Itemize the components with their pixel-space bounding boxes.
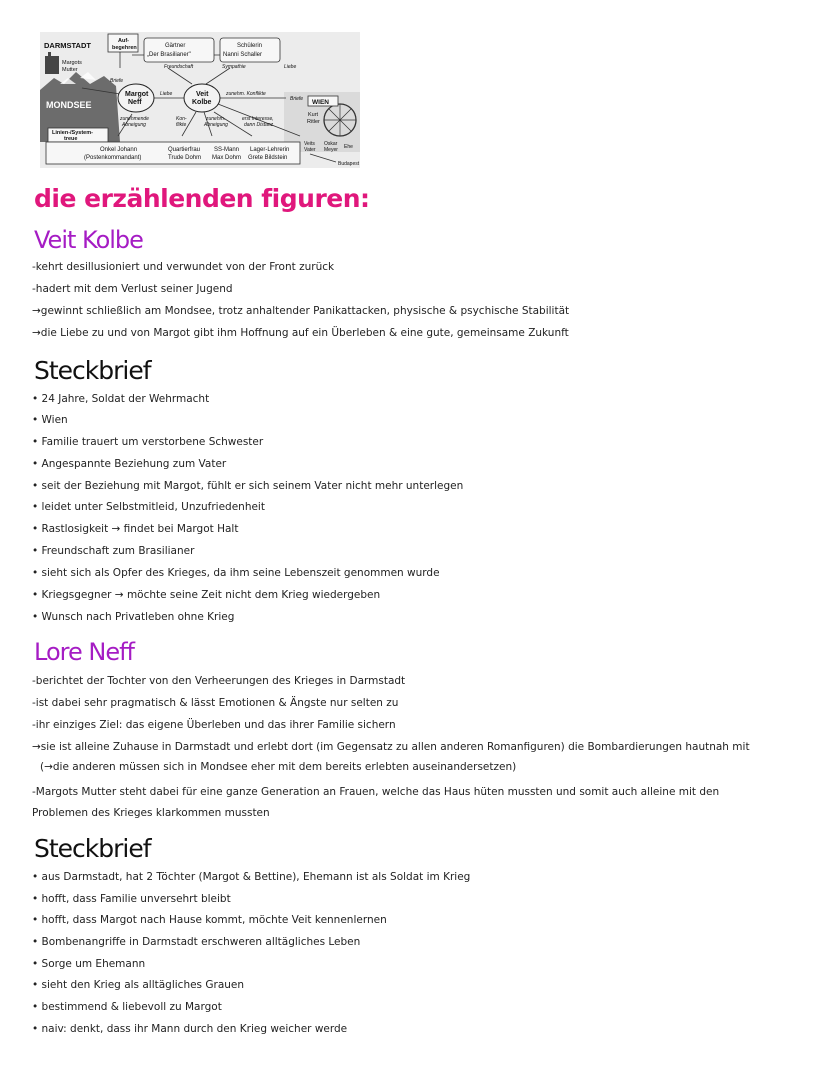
margots-mutter-label-2: Mutter [62, 67, 78, 73]
zunehm-abneigung-label-2: Abneigung [204, 122, 228, 128]
veit-label-1: Veit [196, 91, 209, 98]
gaertner-box [144, 38, 214, 62]
steckbrief-lore-item: • sieht den Krieg als alltägliches Grauen [32, 979, 245, 991]
ssmann-label-2: Max Dohm [212, 155, 242, 161]
schuelerin-label-1: Schülerin [237, 43, 263, 49]
veit-kolbe-heading: Veit Kolbe [34, 226, 143, 254]
constellation-svg [40, 32, 360, 168]
margot-node [118, 84, 154, 112]
aufbegehren-label-1: Auf- [118, 38, 129, 44]
linientreue-label-2: treue [64, 136, 78, 142]
steckbrief-lore-item: • hofft, dass Margot nach Hause kommt, möchte Veit kennenlernen [32, 914, 387, 926]
steckbrief-veit-item: • sieht sich als Opfer des Krieges, da ihm seine Lebenszeit genommen wurde [32, 567, 440, 579]
konflikte-label-1: Kon- [176, 116, 187, 122]
kurt-label-1: Kurt [308, 112, 319, 118]
steckbrief-veit-item: • Kriegsgegner → möchte seine Zeit nicht dem Krieg wiedergeben [32, 589, 381, 601]
veit-point: →gewinnt schließlich am Mondsee, trotz anhaltender Panikattacken, physische & psychische Stabilität [32, 305, 570, 317]
briefe-right-label: Briefe [290, 96, 304, 102]
steckbrief-lore-heading: Steckbrief [34, 834, 151, 863]
lore-point: -Margots Mutter steht dabei für eine ganze Generation an Frauen, welche das Haus hüten mussten und somit auch alleine mit den Problemen des Krieges klarkommen mussten [32, 786, 720, 819]
budapest-label: Budapest [338, 161, 360, 167]
steckbrief-lore-item: • aus Darmstadt, hat 2 Töchter (Margot & Bettine), Ehemann ist als Soldat im Krieg [32, 871, 471, 883]
margot-label-1: Margot [125, 91, 149, 98]
veit-point: -kehrt desillusioniert und verwundet von der Front zurück [32, 261, 335, 273]
steckbrief-lore-item: • Sorge um Ehemann [32, 958, 146, 970]
gaertner-label-2: „Der Brasilianer" [147, 52, 191, 58]
zunehm-abneigung-label-1: zunehm. [206, 116, 226, 122]
linientreue-label-1: Linien-/System- [52, 130, 93, 136]
figure-constellation-diagram [40, 32, 360, 168]
lager-label-1: Lager-Lehrerin [250, 147, 290, 153]
main-title: die erzählenden figuren: [34, 184, 370, 213]
gaertner-label-1: Gärtner [165, 43, 186, 49]
darmstadt-building-icon [45, 52, 59, 74]
steckbrief-veit-item: • Angespannte Beziehung zum Vater [32, 458, 227, 470]
schuelerin-box [220, 38, 280, 62]
schuelerin-label-2: Nanni Schaller [223, 52, 263, 58]
steckbrief-lore-item: • hofft, dass Familie unversehrt bleibt [32, 893, 231, 905]
mondsee-label: MONDSEE [46, 100, 92, 110]
quartier-label-2: Trude Dohm [168, 155, 202, 161]
steckbrief-lore-item: • bestimmend & liebevoll zu Margot [32, 1001, 222, 1013]
steckbrief-lore-item: • naiv: denkt, dass ihr Mann durch den Krieg weicher werde [32, 1023, 348, 1035]
lore-point: (→die anderen müssen sich in Mondsee eher mit dem bereits erlebten auseinandersetzen) [40, 761, 517, 773]
steckbrief-veit-item: • Wien [32, 414, 68, 426]
lore-point: -berichtet der Tochter von den Verheerungen des Krieges in Darmstadt [32, 675, 406, 687]
konflikte-right-label: zunehm. Konflikte [226, 91, 266, 97]
konflikte-label-2: flikte [176, 122, 187, 128]
veit-label-2: Kolbe [192, 99, 212, 106]
onkel-label-1: Onkel Johann [100, 147, 138, 153]
darmstadt-label: DARMSTADT [44, 41, 91, 50]
margots-mutter-label-1: Margots [62, 60, 82, 66]
onkel-label-2: (Postenkommandant) [84, 155, 142, 161]
kurt-label-2: Ritler [307, 119, 320, 125]
aufbegehren-label-2: begehren [112, 45, 137, 51]
margot-label-2: Neff [128, 99, 142, 106]
lore-point: →sie ist alleine Zuhause in Darmstadt und erlebt dort (im Gegensatz zu allen anderen Romanfiguren) die Bombardierungen hautnah mit [32, 741, 750, 753]
steckbrief-veit-item: • Familie trauert um verstorbene Schwester [32, 436, 264, 448]
briefe-left-label: Briefe [110, 78, 124, 84]
oskar-label-1: Oskar [324, 141, 338, 147]
liebe-mid-label: Liebe [160, 91, 173, 97]
steckbrief-veit-heading: Steckbrief [34, 356, 151, 385]
steckbrief-veit-item: • seit der Beziehung mit Margot, fühlt er sich seinem Vater nicht mehr unterlegen [32, 480, 464, 492]
ferris-wheel-icon [324, 104, 356, 136]
vater-label-2: Vater [304, 147, 316, 153]
liebe-top-label: Liebe [284, 64, 297, 70]
steckbrief-veit-item: • leidet unter Selbstmitleid, Unzufriedenheit [32, 501, 265, 513]
steckbrief-veit-item: • Freundschaft zum Brasilianer [32, 545, 195, 557]
lore-point: -ist dabei sehr pragmatisch & lässt Emotionen & Ängste nur selten zu [32, 697, 399, 709]
steckbrief-lore-item: • Bombenangriffe in Darmstadt erschweren alltägliches Leben [32, 936, 361, 948]
steckbrief-veit-item: • Wunsch nach Privatleben ohne Krieg [32, 611, 235, 623]
lager-label-2: Grete Bildstein [248, 155, 288, 161]
veit-node [184, 84, 220, 112]
abneigung-label-2: Abneigung [122, 122, 146, 128]
lore-point: -ihr einziges Ziel: das eigene Überleben und das ihrer Familie sichern [32, 719, 396, 731]
ssmann-label-1: SS-Mann [214, 147, 240, 153]
wien-label: WIEN [312, 99, 329, 106]
quartier-label-1: Quartierfrau [168, 147, 201, 153]
oskar-label-2: Meyer [324, 147, 338, 153]
abneigung-label-1: zunehmende [120, 116, 149, 122]
freundschaft-label: Freundschaft [164, 64, 194, 70]
veit-point: -hadert mit dem Verlust seiner Jugend [32, 283, 233, 295]
interesse-label-2: dann Distanz [244, 122, 274, 128]
veit-point: →die Liebe zu und von Margot gibt ihm Hoffnung auf ein Überleben & eine gute, gemeinsame Zukunft [32, 327, 569, 339]
interesse-label-1: erst Interesse, [242, 116, 274, 122]
steckbrief-veit-item: • Rastlosigkeit → findet bei Margot Halt [32, 523, 239, 535]
steckbrief-veit-item: • 24 Jahre, Soldat der Wehrmacht [32, 393, 210, 405]
vater-label-1: Veits [304, 141, 315, 147]
ehe-label: Ehe [344, 144, 353, 150]
lore-neff-heading: Lore Neff [34, 638, 134, 666]
sympathie-label: Sympathie [222, 64, 246, 70]
